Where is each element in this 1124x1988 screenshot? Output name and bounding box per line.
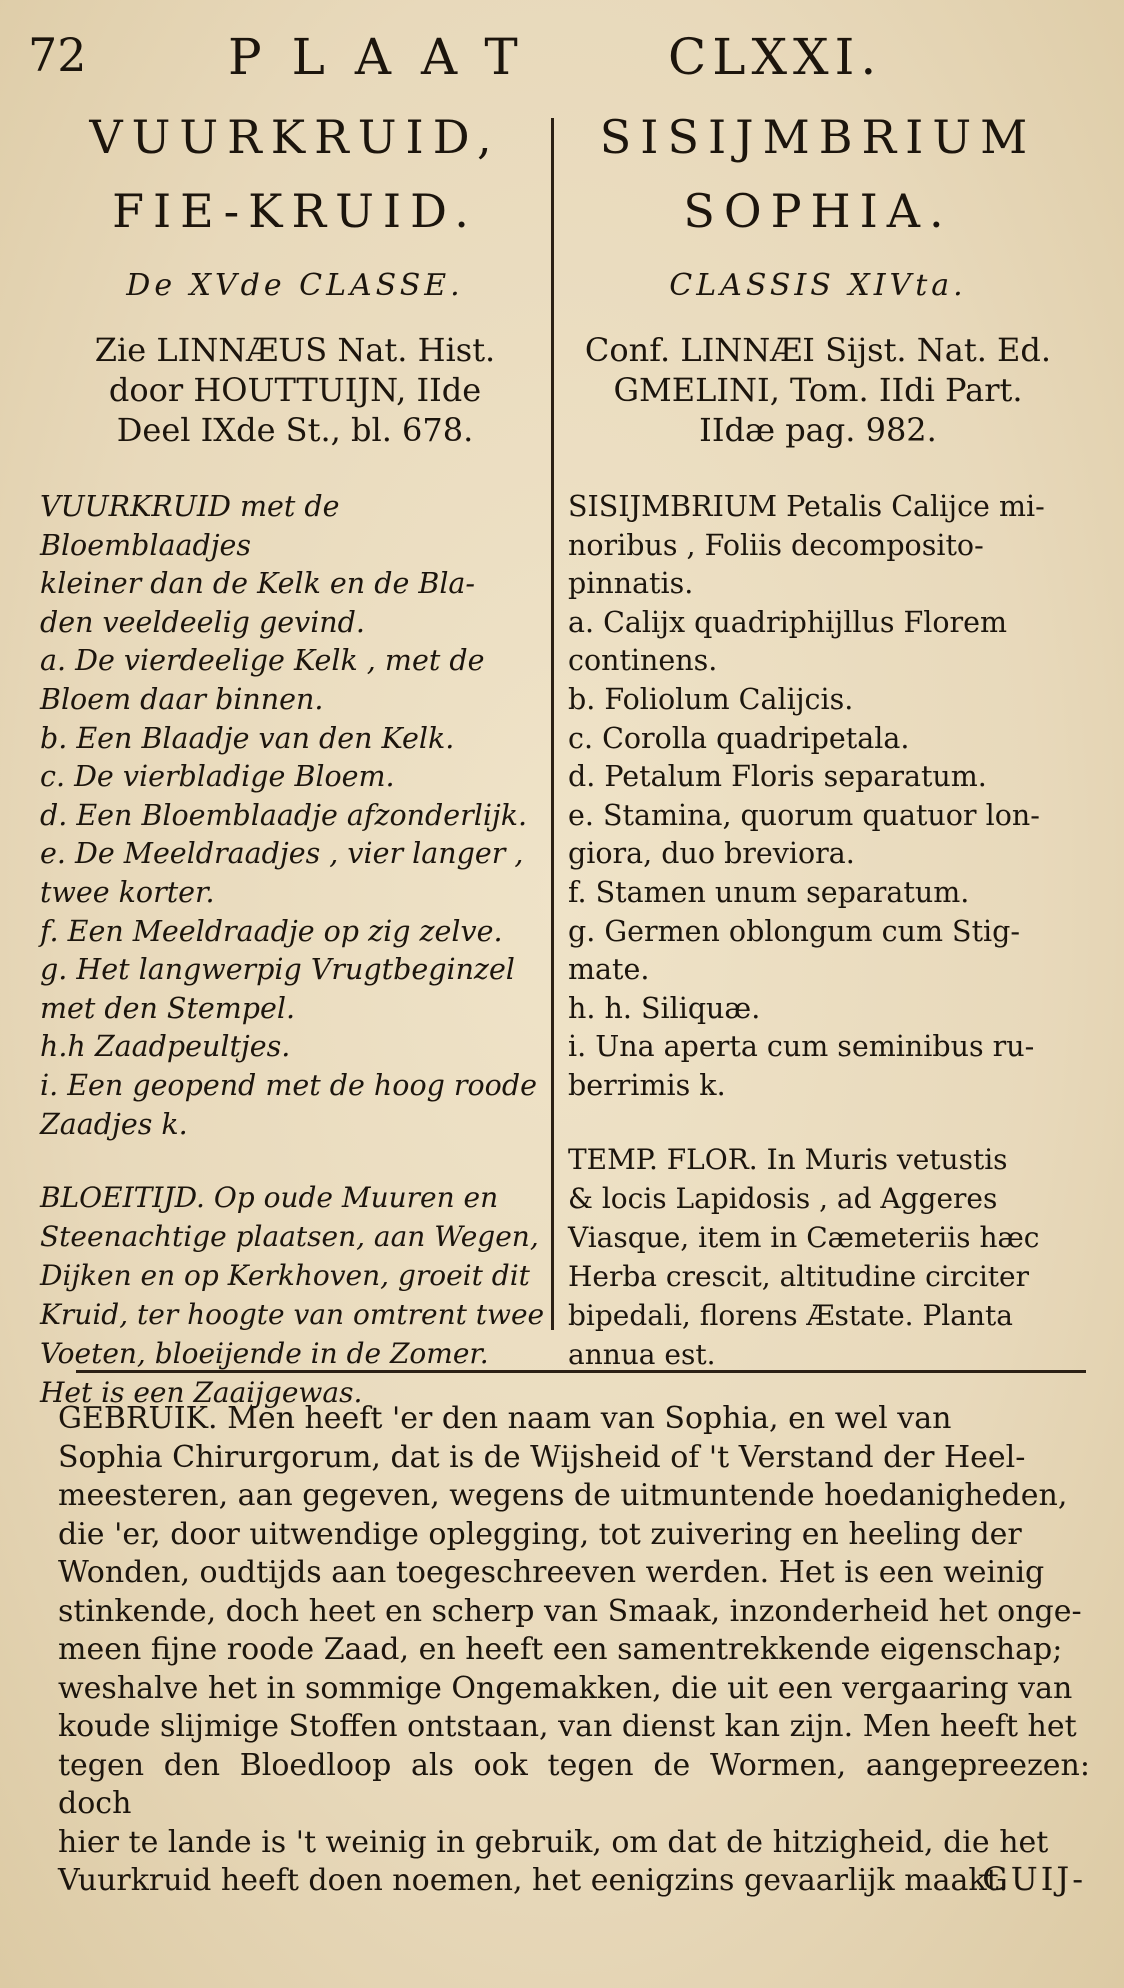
legend-line: VUURKRUID met de Bloemblaadjes — [40, 490, 340, 562]
legend-line: b. Een Blaadje van den Kelk. — [40, 721, 455, 755]
legend-line: a. Calijx quadriphijllus Florem — [568, 605, 1008, 639]
usage-line: stinkende, doch heet en scherp van Smaak, inzonderheid het onge- — [58, 1593, 1082, 1629]
usage-line: koude slijmige Stoffen ontstaan, van dienst kan zijn. Men heeft het — [58, 1709, 1077, 1744]
usage-line: die 'er, door uitwendige oplegging, tot zuivering en heeling der — [58, 1516, 1022, 1552]
legend-line: SISIJMBRIUM Petalis Calijce mi- — [568, 490, 1045, 523]
flowering-line: BLOEITIJD. Op oude Muuren en — [40, 1181, 499, 1215]
flowering-line: annua est. — [568, 1337, 716, 1371]
legend-line: e. De Meeldraadjes , vier langer , — [40, 837, 524, 871]
page-number: 72 — [28, 28, 87, 82]
legend-line: pinnatis. — [568, 567, 694, 601]
usage-line: meen fijne roode Zaad, en heeft een samentrekkende eigenschap; — [58, 1632, 1063, 1667]
plate-number: CLXXI. — [668, 28, 883, 86]
right-title-line-2: SOPHIA. — [683, 184, 953, 238]
flowering-line: Kruid, ter hoogte van omtrent twee — [40, 1298, 545, 1332]
legend-line: b. Foliolum Calijcis. — [568, 682, 854, 716]
flowering-line: bipedali, florens Æstate. Planta — [568, 1298, 1013, 1332]
legend-line: den veeldeelig gevind. — [40, 605, 365, 639]
flowering-line: Herba crescit, altitudine circiter — [568, 1259, 1029, 1293]
section-divider — [76, 1370, 1086, 1373]
legend-line: g. Het langwerpig Vrugtbeginzel — [40, 953, 515, 987]
flowering-line: Steenachtige plaatsen, aan Wegen, — [40, 1220, 539, 1254]
legend-line: f. Een Meeldraadje op zig zelve. — [40, 914, 503, 948]
right-column — [568, 100, 1068, 1374]
usage-line: hier te lande is 't weinig in gebruik, om dat de hitzigheid, die het — [58, 1824, 1049, 1860]
legend-line: d. Een Bloemblaadje afzonderlijk. — [40, 798, 528, 832]
legend-line: g. Germen oblongum cum Stig- — [568, 914, 1021, 948]
right-classis: CLASSIS XIVta. — [669, 268, 967, 303]
legend-line: e. Stamina, quorum quatuor lon- — [568, 798, 1040, 832]
flowering-line: & locis Lapidosis , ad Aggeres — [568, 1181, 998, 1215]
usage-line: Sophia Chirurgorum, dat is de Wijsheid of 't Verstand der Heel- — [58, 1439, 1026, 1475]
left-classe: De XVde CLASSE. — [126, 268, 464, 303]
ref-line: Deel IXde St., bl. 678. — [116, 411, 474, 449]
flowering-line: Het is een Zaaijgewas. — [40, 1376, 363, 1410]
ref-line: Conf. LINNÆI Sijst. Nat. Ed. — [584, 331, 1052, 369]
legend-line: c. De vierbladige Bloem. — [40, 760, 395, 794]
usage-line: meesteren, aan gegeven, wegens de uitmuntende hoedanigheden, — [58, 1478, 1068, 1513]
flowering-line: TEMP. FLOR. In Muris vetustis — [568, 1142, 1008, 1176]
ref-line: IIdæ pag. 982. — [699, 411, 937, 449]
legend-line: berrimis k. — [568, 1068, 726, 1102]
legend-line: noribus , Foliis decomposito- — [568, 528, 984, 562]
usage-line: GEBRUIK. Men heeft 'er den naam van Sophia, en wel van — [58, 1401, 952, 1436]
legend-line: f. Stamen unum separatum. — [568, 875, 970, 909]
legend-line: h.h Zaadpeultjes. — [40, 1030, 291, 1064]
legend-line: met den Stempel. — [40, 991, 296, 1025]
legend-line: kleiner dan de Kelk en de Bla- — [40, 567, 476, 601]
left-reference — [40, 330, 550, 450]
legend-line: twee korter. — [40, 875, 215, 909]
legend-line: i. Una aperta cum seminibus ru- — [568, 1030, 1035, 1064]
legend-line: c. Corolla quadripetala. — [568, 721, 910, 755]
usage-line: tegen den Bloedloop als ook tegen de Wormen, aangepreezen: doch — [58, 1747, 1090, 1821]
left-figure-legend — [40, 488, 550, 1144]
usage-line: weshalve het in sommige Ongemakken, die uit een vergaaring van — [58, 1670, 1073, 1706]
legend-line: i. Een geopend met de hoog roode — [40, 1068, 537, 1102]
usage-paragraph — [58, 1400, 1090, 1901]
ref-line: Zie LINNÆUS Nat. Hist. — [94, 331, 496, 369]
page-header — [28, 28, 1104, 88]
legend-line: Bloem daar binnen. — [40, 682, 324, 716]
right-flowering-time — [568, 1140, 1068, 1374]
ref-line: GMELINI, Tom. IIdi Part. — [613, 371, 1023, 409]
legend-line: d. Petalum Floris separatum. — [568, 760, 987, 794]
usage-line: Wonden, oudtijds aan toegeschreeven werden. Het is een weinig — [58, 1555, 1045, 1590]
legend-line: h. h. Siliquæ. — [568, 991, 761, 1025]
left-title-line-2: FIE-KRUID. — [112, 184, 478, 238]
legend-line: mate. — [568, 953, 650, 987]
legend-line: Zaadjes k. — [40, 1107, 188, 1141]
left-flowering-time — [40, 1178, 550, 1412]
right-reference — [568, 330, 1068, 450]
legend-line: a. De vierdeelige Kelk , met de — [40, 644, 485, 678]
ref-line: door HOUTTUIJN, IIde — [108, 371, 482, 409]
column-divider — [551, 118, 554, 1330]
flowering-line: Dijken en op Kerkhoven, groeit dit — [40, 1259, 530, 1293]
left-title-line-1: VUURKRUID, — [89, 110, 501, 164]
flowering-line: Voeten, bloeijende in de Zomer. — [40, 1337, 489, 1371]
plate-label: PLAAT — [228, 28, 548, 86]
legend-line: continens. — [568, 644, 718, 678]
legend-line: giora, duo breviora. — [568, 837, 855, 871]
flowering-line: Viasque, item in Cæmeteriis hæc — [568, 1220, 1040, 1254]
catchword: GUIJ- — [982, 1860, 1086, 1898]
right-title-line-1: SISIJMBRIUM — [599, 110, 1037, 164]
usage-line: Vuurkruid heeft doen noemen, het eenigzins gevaarlijk maakt. — [58, 1863, 1009, 1898]
right-figure-legend — [568, 488, 1068, 1106]
left-column — [40, 100, 550, 1412]
